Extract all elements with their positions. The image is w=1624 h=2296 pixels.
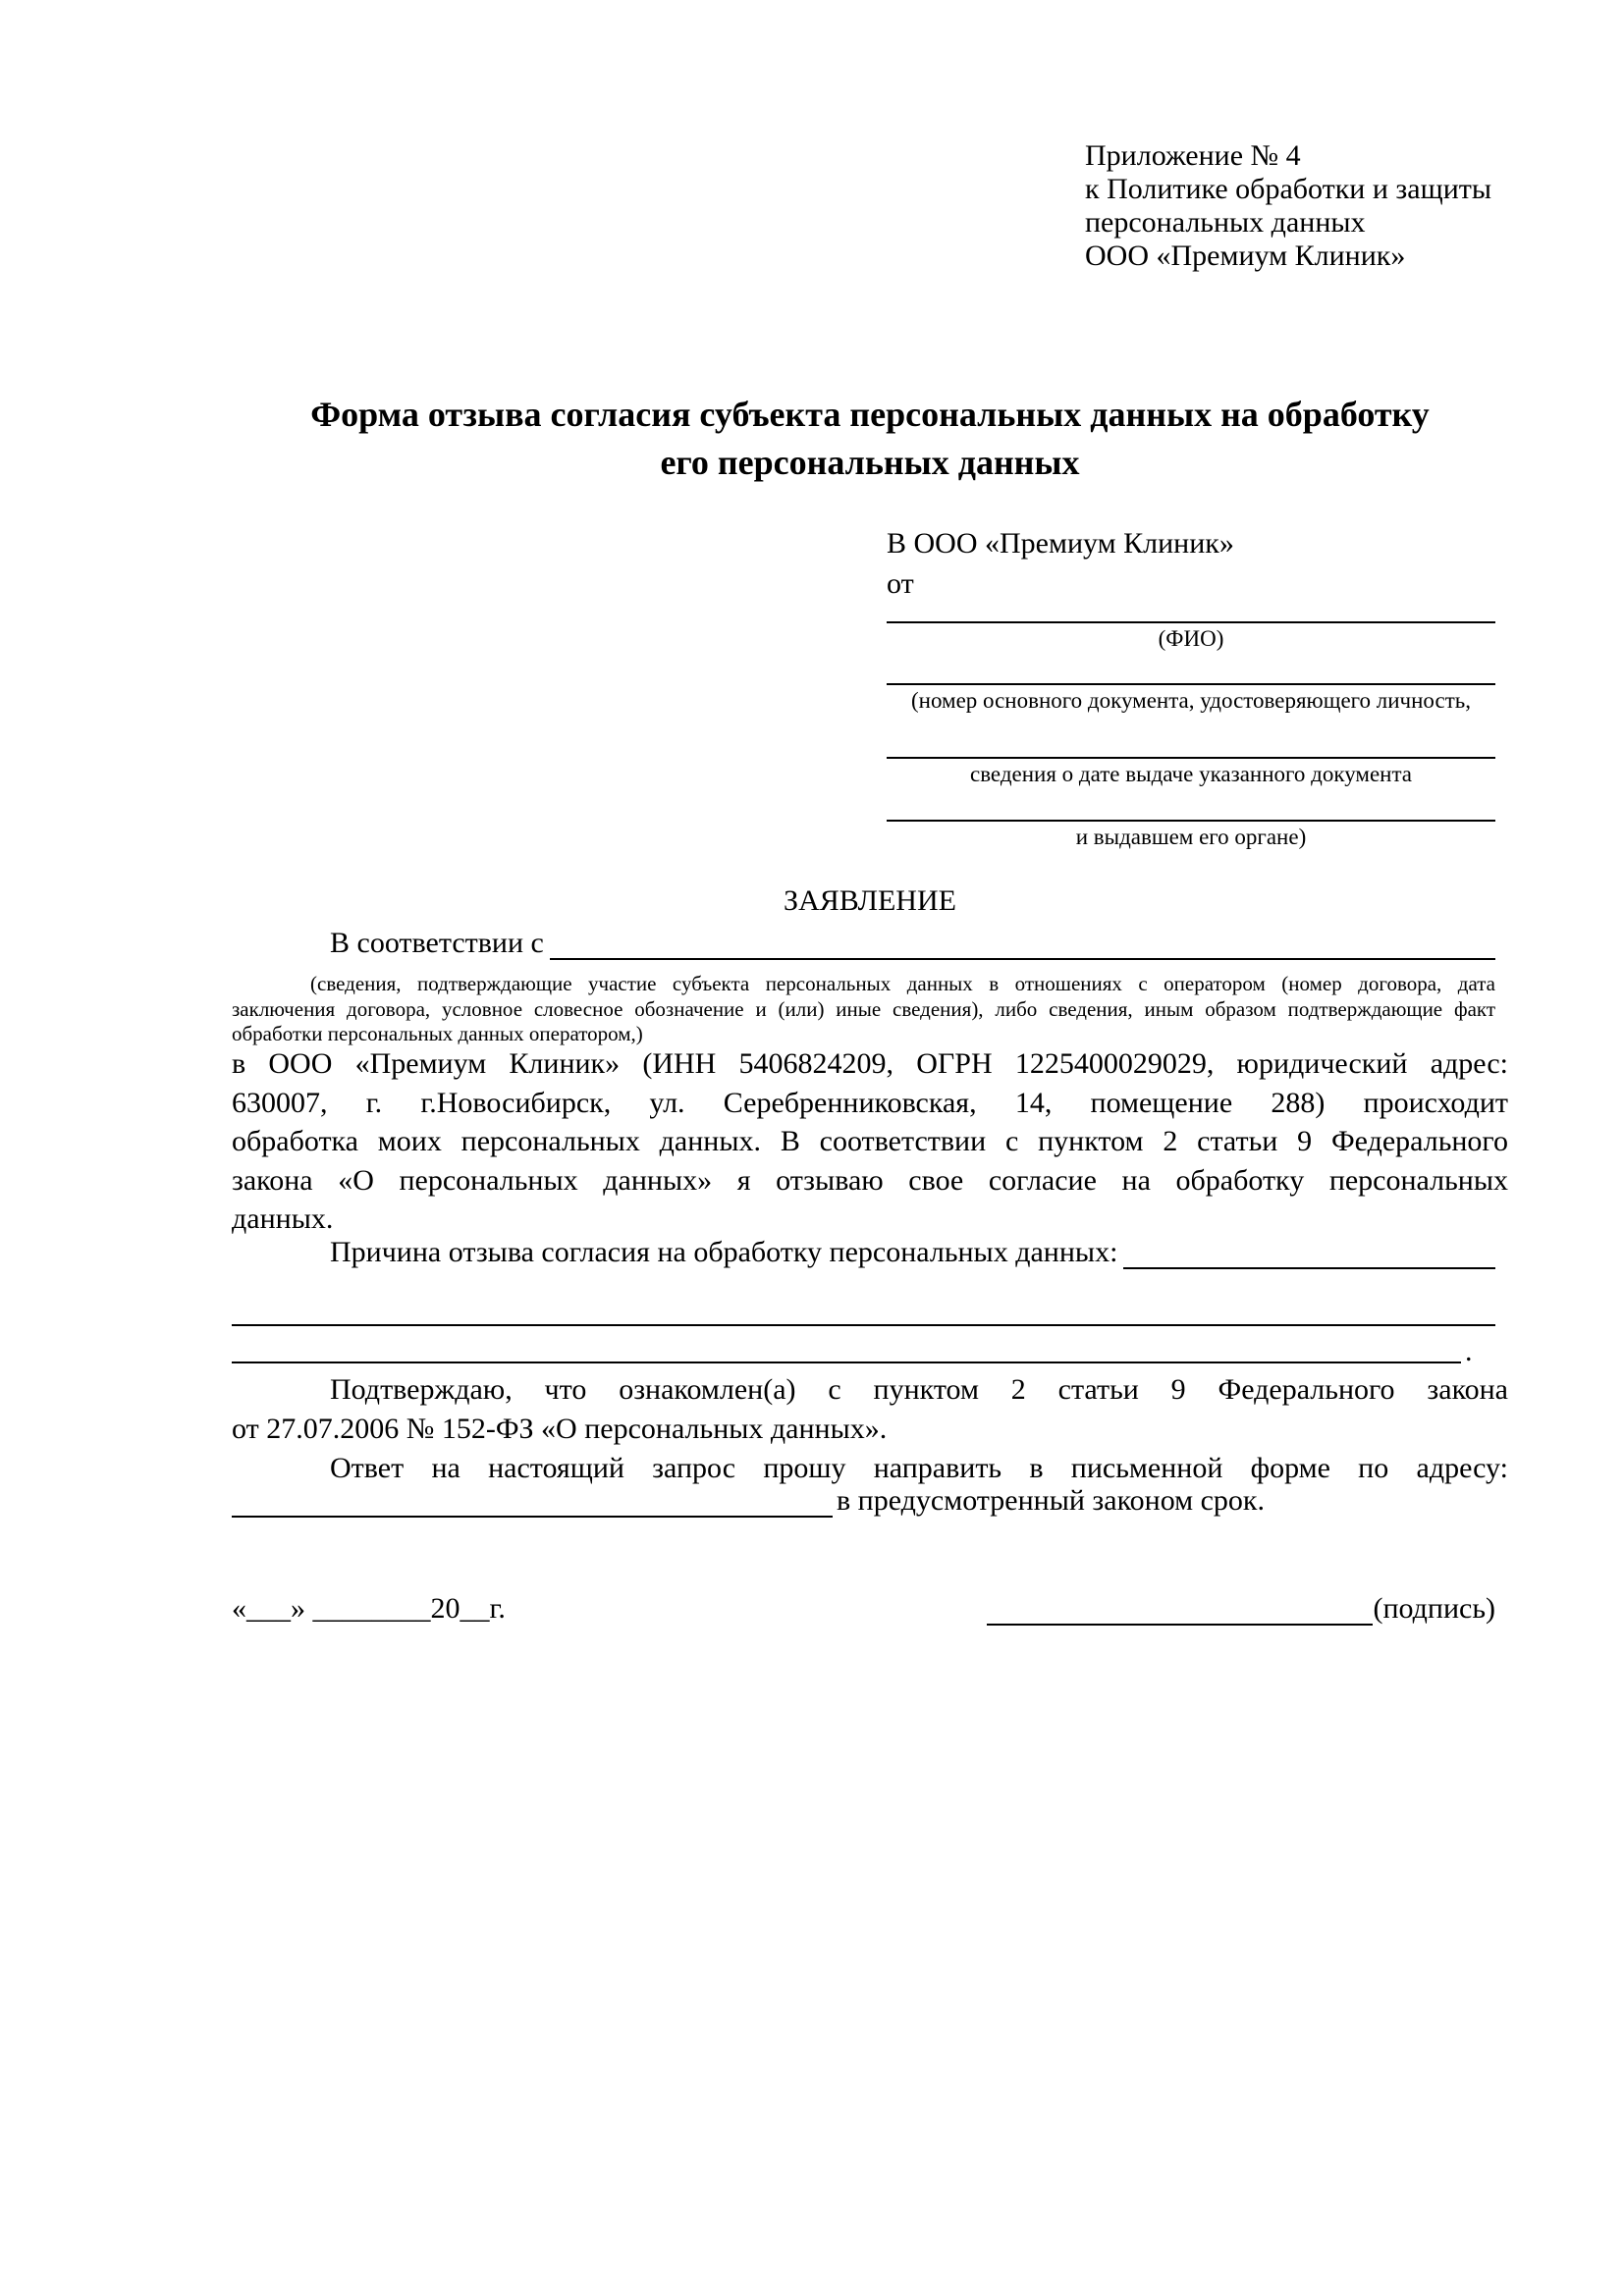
confirmation-paragraph bbox=[232, 1370, 1508, 1449]
signature-caption: (подпись) bbox=[1373, 1592, 1495, 1625]
issue-date-fill-line bbox=[887, 757, 1495, 759]
text-line: Приложение № 4 bbox=[1085, 139, 1301, 172]
issue-date-caption: сведения о дате выдаче указанного документа bbox=[969, 762, 1413, 786]
fio-caption: (ФИО) bbox=[1158, 626, 1224, 651]
signature-fill-line bbox=[987, 1616, 1373, 1626]
appendix-header bbox=[1085, 139, 1522, 273]
text-line: Форма отзыва согласия субъекта персональных данных на обработку bbox=[310, 395, 1430, 434]
text-line: к Политике обработки и защиты bbox=[1085, 173, 1492, 205]
trailing-period: . bbox=[1465, 1335, 1473, 1367]
text-line: заключения договора, условное словесное обозначение и (или) иные сведения), либо сведения, иным образом подтверждающие факт bbox=[232, 996, 1495, 1021]
document-number-caption: (номер основного документа, удостоверяющего личность, bbox=[910, 688, 1471, 713]
accordance-row bbox=[232, 927, 1495, 960]
address-fill-line bbox=[232, 1508, 833, 1518]
fio-fill-line bbox=[887, 621, 1495, 623]
text-line: ООО «Премиум Клиник» bbox=[1085, 240, 1406, 272]
text-line: в ООО «Премиум Клиник» (ИНН 5406824209, ОГРН 1225400029029, юридический адрес: bbox=[232, 1047, 1508, 1080]
issuing-authority-caption: и выдавшем его органе) bbox=[1075, 825, 1307, 849]
reason-label: Причина отзыва согласия на обработку персональных данных: bbox=[330, 1236, 1118, 1268]
text-line: 630007, г. г.Новосибирск, ул. Серебренниковская, 14, помещение 288) происходит bbox=[232, 1086, 1508, 1119]
text-line: обработка моих персональных данных. В соответствии с пунктом 2 статьи 9 Федерального bbox=[232, 1125, 1508, 1157]
statement-heading: ЗАЯВЛЕНИЕ bbox=[784, 884, 956, 917]
reason-fill-line bbox=[1123, 1259, 1495, 1269]
addressee-to: В ООО «Премиум Клиник» bbox=[887, 527, 1234, 560]
accordance-label: В соответствии с bbox=[330, 927, 544, 959]
text-line: Подтверждаю, что ознакомлен(а) с пунктом 2 статьи 9 Федерального закона bbox=[330, 1373, 1508, 1406]
document-number-fill-line bbox=[887, 683, 1495, 685]
text-line: закона «О персональных данных» я отзываю свое согласие на обработку персональных bbox=[232, 1163, 1508, 1197]
text-line: Ответ на настоящий запрос прошу направить в письменной форме по адресу: bbox=[330, 1452, 1508, 1484]
date-placeholder: «___» ________20__г. bbox=[232, 1592, 506, 1625]
issuing-authority-fill-line bbox=[887, 820, 1495, 822]
reply-tail-text: в предусмотренный законом срок. bbox=[837, 1484, 1265, 1517]
date-signature-row bbox=[232, 1584, 1495, 1626]
explanatory-note bbox=[232, 972, 1495, 1047]
text-line: (сведения, подтверждающие участие субъекта персональных данных в отношениях с оператором (номер договора, дата bbox=[310, 972, 1495, 995]
text-line: данных. bbox=[232, 1202, 334, 1235]
addressee-from: от bbox=[887, 567, 914, 600]
text-line: обработки персональных данных оператором,) bbox=[232, 1022, 643, 1045]
text-line: персональных данных bbox=[1085, 206, 1366, 239]
reply-address-row bbox=[232, 1478, 1508, 1518]
text-line: от 27.07.2006 № 152-ФЗ «О персональных данных». bbox=[232, 1413, 888, 1445]
document-title bbox=[232, 391, 1508, 487]
accordance-fill-line bbox=[550, 950, 1495, 960]
reason-row bbox=[232, 1236, 1495, 1269]
reason-fill-line-2 bbox=[232, 1324, 1495, 1326]
text-line: его персональных данных bbox=[660, 443, 1080, 482]
reason-fill-line-3 bbox=[232, 1362, 1461, 1363]
body-paragraph bbox=[232, 1044, 1508, 1239]
